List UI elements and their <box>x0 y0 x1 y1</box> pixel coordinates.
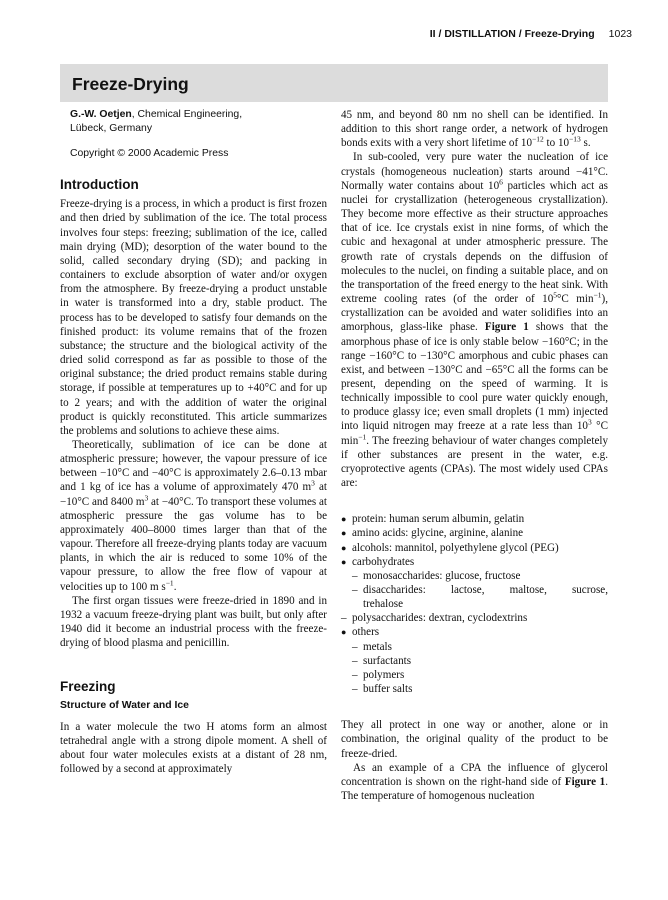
freezing-paragraph-1: In a water molecule the two H atoms form an almost tetrahedral angle with a strong dipole moment. A shell of about four water molecules exists at a distant of 28 nm, followed by a second at approximately <box>60 720 327 776</box>
right-p1-sup-2: −13 <box>569 134 581 144</box>
list-subitem: – polysaccharides: dextran, cyclodextrins <box>341 611 608 625</box>
intro-p2-sup-3: −1 <box>165 577 174 587</box>
left-column <box>60 108 327 776</box>
right-p2-text-c: °C min <box>557 293 594 306</box>
list-subitem: – surfactants <box>341 654 608 668</box>
figure-1-reference: Figure 1 <box>564 775 606 788</box>
page-number: 1023 <box>608 28 632 40</box>
right-p4-text-a: As an example of a CPA the influence of glycerol concentration is shown on the right-hand side of <box>341 761 608 788</box>
right-p2-sup-3: −1 <box>593 290 602 300</box>
intro-p2-text-b: at −10°C and 8400 m <box>60 481 327 508</box>
right-p2-text-a: In sub-cooled, very pure water the nucleation of ice crystals (homogeneous nucleation) starts around −41°C. Normally water contains about 10 <box>341 151 608 192</box>
right-column <box>341 108 608 803</box>
intro-paragraph-3: The first organ tissues were freeze-dried in 1890 and in 1932 a vacuum freeze-drying plant was built, but only after 1940 did it become an industrial process with the freeze-drying of blood plasma and penicillin. <box>60 594 327 650</box>
right-p4-text-b: . The temperature of homogenous nucleation <box>341 775 608 803</box>
author-name: G.-W. Oetjen <box>70 109 132 120</box>
right-p2-text-d: ), crystallization can be avoided and water solidifies into an amorphous, glass-like phase. <box>341 293 608 334</box>
disaccharide-trehalose: trehalose <box>363 598 404 611</box>
disaccharide-sucrose: sucrose, <box>571 584 608 596</box>
list-item: ● others <box>341 625 608 639</box>
right-p1-text-b: to 10 <box>543 137 570 150</box>
intro-p2-text-d: . <box>173 580 177 593</box>
intro-paragraph-2 <box>60 438 327 594</box>
right-p1-sup-1: −12 <box>532 134 544 144</box>
right-p2-sup-4: 3 <box>587 417 592 427</box>
section-heading-introduction: Introduction <box>60 177 139 193</box>
disaccharide-lactose: lactose, <box>450 584 485 596</box>
list-subitem: – monosaccharides: glucose, fructose <box>341 569 608 583</box>
right-p1-text-c: s. <box>580 137 591 150</box>
list-item: ● amino acids: glycine, arginine, alanine <box>341 526 608 540</box>
intro-p2-sup-2: 3 <box>144 492 149 502</box>
list-item: ● protein: human serum albumin, gelatin <box>341 512 608 526</box>
right-p2-sup-5: −1 <box>358 431 367 441</box>
right-paragraph-4 <box>341 761 608 803</box>
title-band <box>60 64 608 102</box>
right-paragraph-2 <box>341 150 608 490</box>
running-head <box>430 28 632 40</box>
subsection-heading-structure: Structure of Water and Ice <box>60 700 189 712</box>
disaccharide-maltose: maltose, <box>509 584 547 596</box>
right-p2-sup-2: 5 <box>553 290 557 300</box>
list-item: ● alcohols: mannitol, polyethylene glycol (PEG) <box>341 541 608 555</box>
right-paragraph-1 <box>341 108 608 150</box>
author-affiliation: , Chemical Engineering, <box>131 109 243 120</box>
right-p2-text-b: particles which act as nuclei for crystallization (heterogeneous crystallization). They become more effective as their structure approaches that of ice. Ice crystals exist in nine forms, of which the cubic and hexagonal at under atmospheric pressure. The growth rate of crystals depends on the diffusion of molecules to the nuclei, on finding a suitable place, and on the transportation of the freed energy to the heat sink. With extreme cooling rates (of the order of 10 <box>341 179 608 306</box>
figure-1-reference: Figure 1 <box>484 321 529 334</box>
right-p2-text-f: °C min <box>341 420 608 447</box>
list-subitem: – metals <box>341 640 608 654</box>
running-title: II / DISTILLATION / Freeze-Drying <box>429 28 595 40</box>
right-p2-text-g: . The freezing behaviour of water changes completely if other substances are present in the water, e.g. cryoprotective agents (CPAs). The most widely used CPAs are: <box>341 434 608 490</box>
intro-p2-text-a: Theoretically, sublimation of ice can be done at atmospheric pressure; however, the vapour pressure of ice between −10°C and −40°C is approximately 2.6–0.13 mbar and 1 kg of ice has a volume of approximately 470 m <box>60 438 327 494</box>
intro-p2-text-c: at −40°C. To transport these volumes at atmospheric pressure the gas volume has to be approximately 400–8000 times larger than that of the vapour. Therefore all freeze-drying plants today are vacuum plants, in which the air is reduced to some 10% of the vapour pressure, to allow the free flow of vapour at velocities up to 100 m s <box>60 495 327 593</box>
intro-paragraph-1: Freeze-drying is a process, in which a product is first frozen and then dried by sublimation of the ice. The total process involves four steps: freezing; sublimation of the ice, called main drying (MD); desorption of the water bound to the solid, called secondary drying (SD); and packing in containers to exclude absorption of water and/or oxygen from the atmosphere. By freeze-drying a product unstable in water is transformed into a dry, stable product. The process has to be developed to satisfy four demands on the finished product: its volume remains that of the frozen substance; the structure and the biological activity of the dried solid correspond as far as possible to those of the original substance; the dried product remains stable during storage, if possible at temperatures up to +40°C and for up to 2 years; and with the addition of water the original product is quickly reconstituted. This article summarizes the problems and solutions to achieve these aims. <box>60 198 327 437</box>
intro-p2-sup-1: 3 <box>311 478 315 488</box>
list-item: ● carbohydrates <box>341 555 608 569</box>
right-paragraph-3: They all protect in one way or another, alone or in combination, the original quality of the product to be freeze-dried. <box>341 719 608 760</box>
author-block <box>70 108 327 136</box>
list-subitem-disaccharides <box>341 583 608 611</box>
list-subitem: – buffer salts <box>341 682 608 696</box>
right-p2-text-e: shows that the amorphous phase of ice is only stable below −160°C; in the range −160°C to −130°C amorphous and cubic phases can exist, and between −130°C and −65°C all the forms can be present, depending on the speed of warming. It is technically impossible to cool pure water quickly enough, to produce glassy ice; even small droplets (1 mm) injected into liquid nitrogen may freeze at a rate less than 10 <box>341 321 609 433</box>
disaccharides-label: – disaccharides: <box>363 584 426 596</box>
section-heading-freezing: Freezing <box>60 679 116 695</box>
cpa-list <box>341 512 608 696</box>
article-title: Freeze-Drying <box>72 74 189 94</box>
author-location: Lübeck, Germany <box>70 123 153 134</box>
list-subitem: – polymers <box>341 668 608 682</box>
copyright: Copyright © 2000 Academic Press <box>70 148 229 159</box>
right-p1-text-a: 45 nm, and beyond 80 nm no shell can be identified. In addition to this short range order, a network of hydrogen bonds exits with a very short lifetime of 10 <box>341 109 608 150</box>
right-p2-sup-1: 6 <box>499 177 503 187</box>
